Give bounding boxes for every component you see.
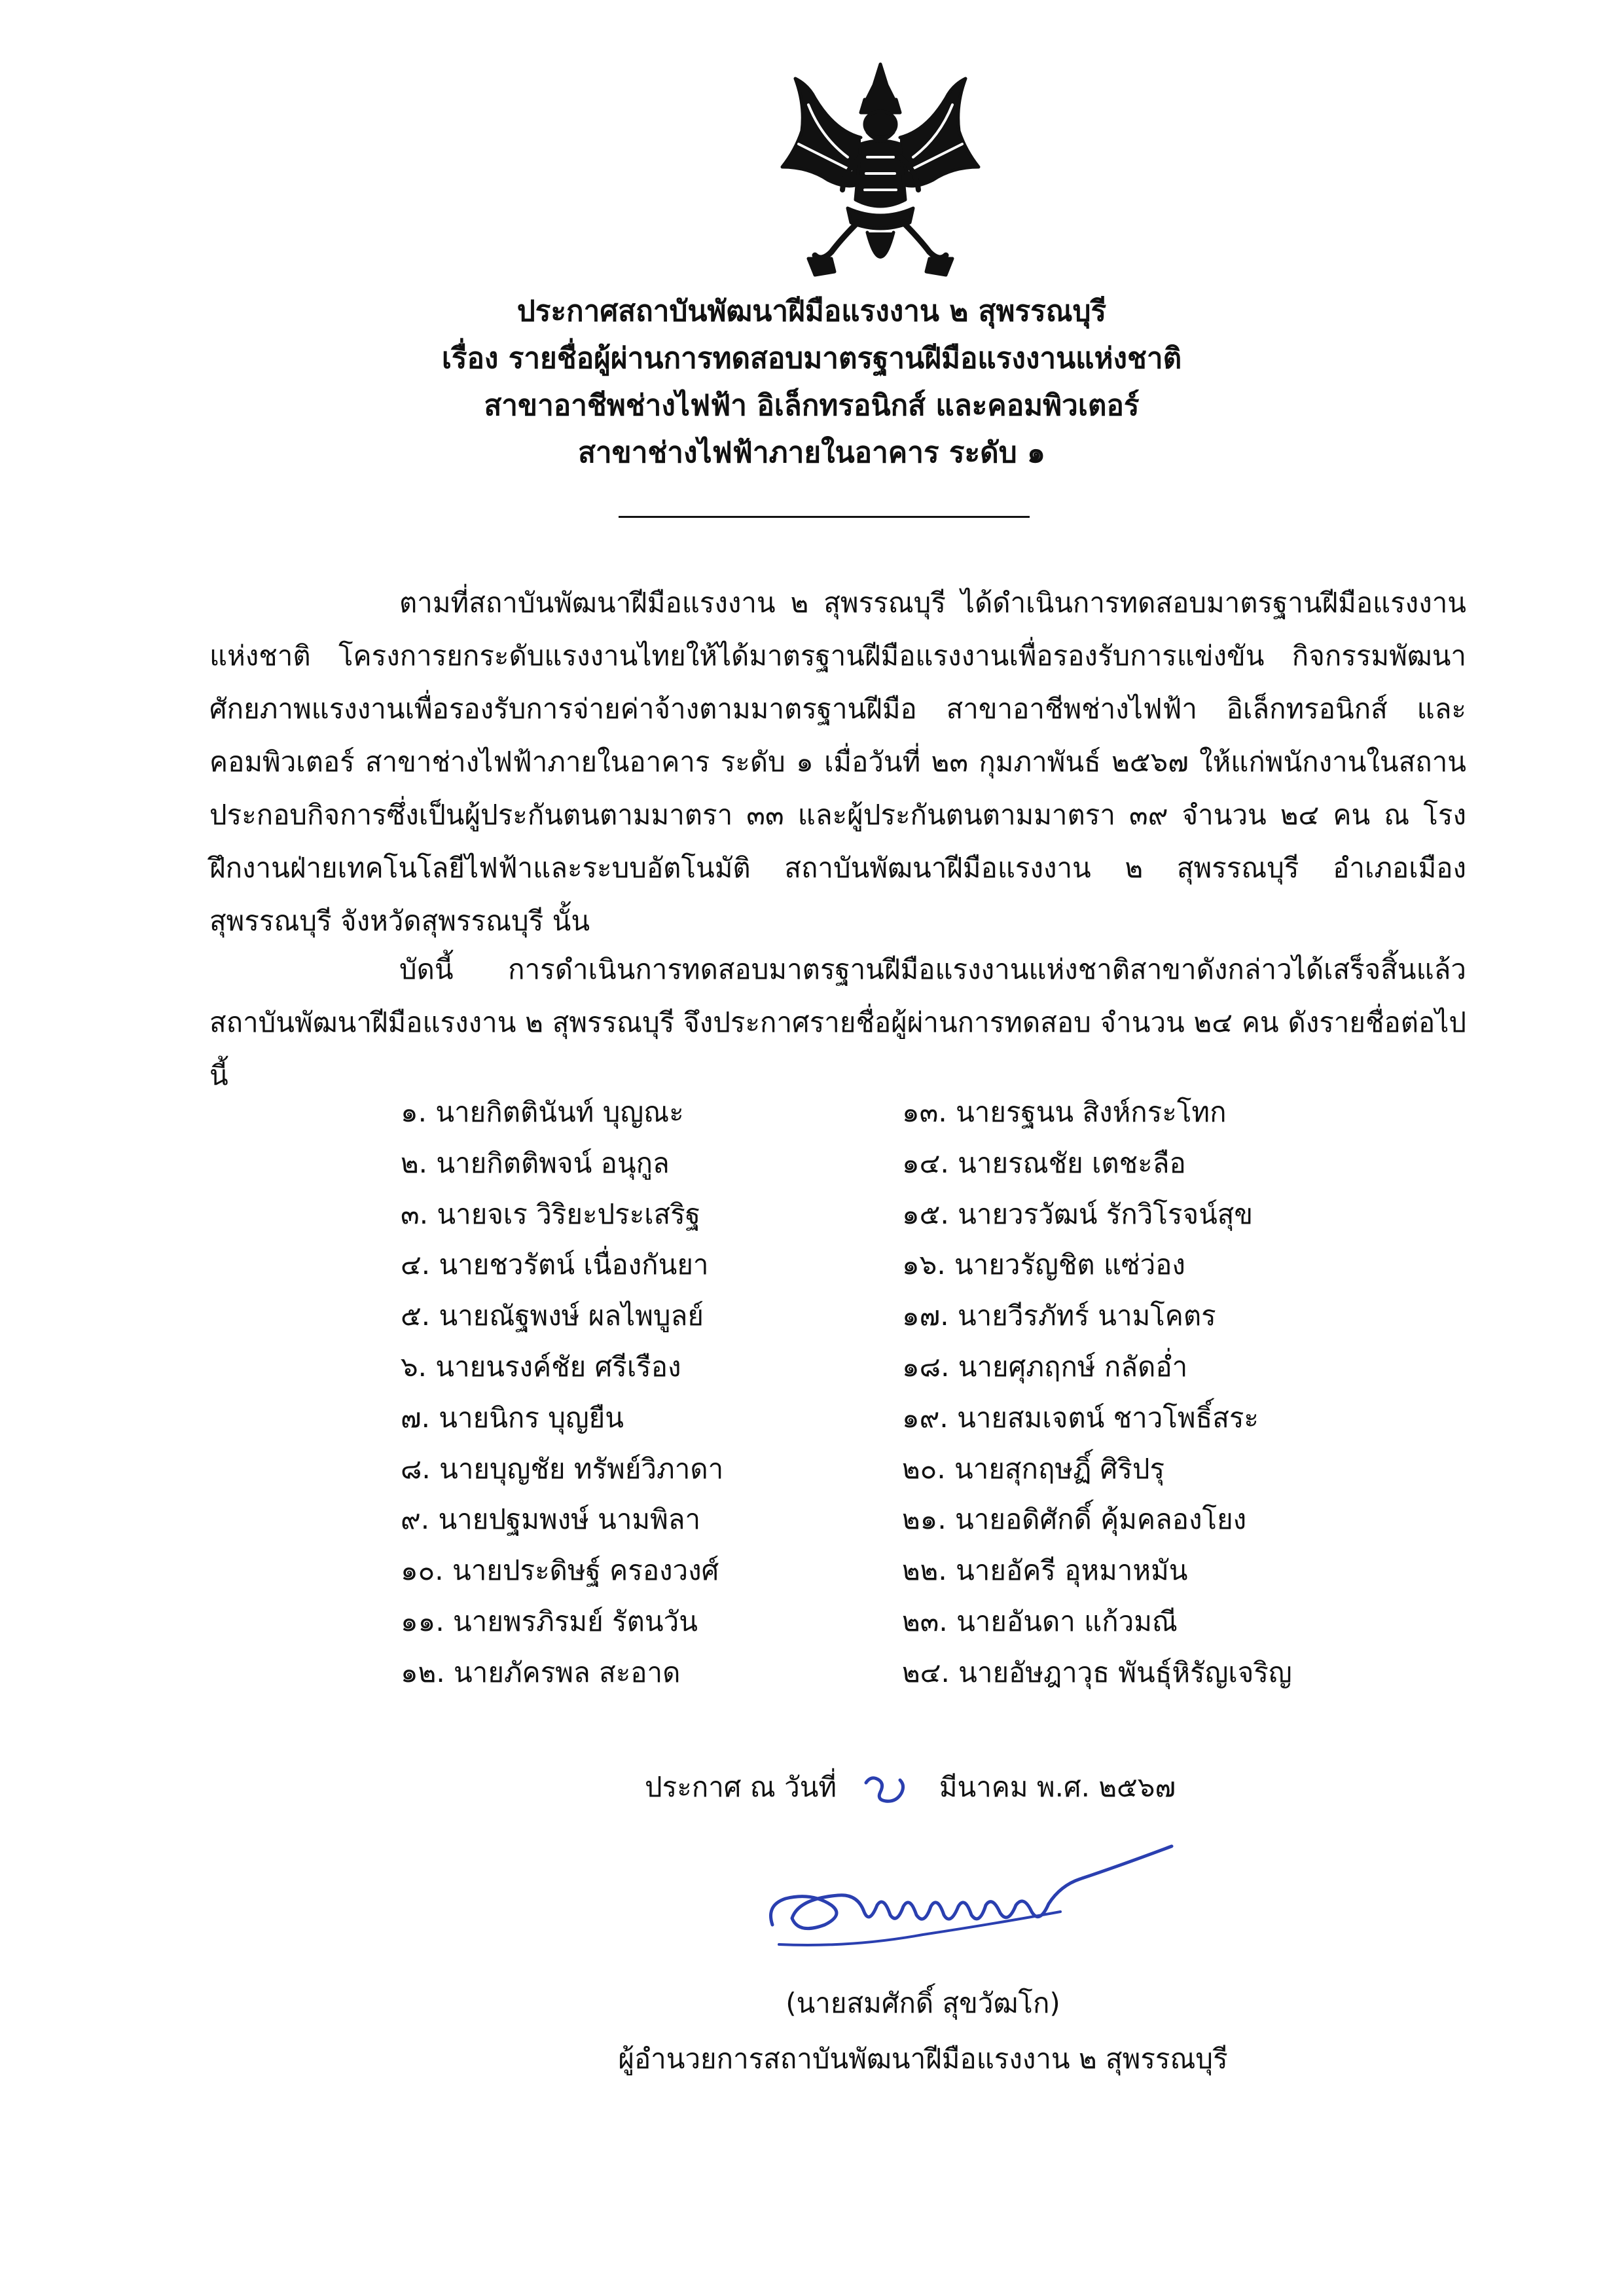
list-item: ๑๗. นายวีรภัทร์ นามโคตร [902, 1300, 1216, 1332]
handwritten-day [845, 1768, 930, 1809]
announce-suffix: มีนาคม พ.ศ. ๒๕๖๗ [939, 1771, 1176, 1803]
list-item: ๕. นายณัฐพงษ์ ผลไพบูลย์ [401, 1300, 704, 1332]
list-item: ๘. นายบุญชัย ทรัพย์วิภาดา [401, 1452, 724, 1485]
body-paragraph-1 [209, 576, 1466, 947]
list-item: ๑๒. นายภัครพล สะอาด [401, 1656, 681, 1688]
announcement-title [196, 288, 1427, 477]
signatory-name: (นายสมศักดิ์ สุขวัฒโก) [785, 1987, 1060, 2019]
title-line-2: เรื่อง รายชื่อผู้ผ่านการทดสอบมาตรฐานฝีมือแรงงานแห่งชาติ [441, 342, 1182, 375]
body-paragraph-2 [209, 943, 1466, 1102]
list-item: ๔. นายชวรัตน์ เนื่องกันยา [401, 1248, 709, 1281]
announce-prefix: ประกาศ ณ วันที่ [645, 1771, 837, 1803]
list-item: ๑๑. นายพรภิรมย์ รัตนวัน [401, 1605, 698, 1637]
list-item: ๑๓. นายรฐนน สิงห์กระโทก [902, 1096, 1227, 1128]
title-line-4: สาขาช่างไฟฟ้าภายในอาคาร ระดับ ๑ [578, 436, 1045, 469]
paragraph-2-text: บัดนี้ การดำเนินการทดสอบมาตรฐานฝีมือแรงงานแห่งชาติสาขาดังกล่าวได้เสร็จสิ้นแล้ว สถาบันพัฒนาฝีมือแรงงาน ๒ สุพรรณบุรี จึงประกาศรายชื่อผู้ผ่านการทดสอบ จำนวน ๒๔ คน ดังรายชื่อต่อไปนี้ [209, 953, 1466, 1091]
list-item: ๑๙. นายสมเจตน์ ชาวโพธิ์สระ [902, 1401, 1259, 1434]
list-item: ๑๕. นายวรวัฒน์ รักวิโรจน์สุข [902, 1197, 1254, 1230]
signatory-position: ผู้อำนวยการสถาบันพัฒนาฝีมือแรงงาน ๒ สุพรรณบุรี [618, 2043, 1228, 2075]
list-item: ๗. นายนิกร บุญยืน [401, 1401, 624, 1434]
list-item: ๒๑. นายอดิศักดิ์ คุ้มคลองโยง [902, 1503, 1247, 1536]
list-item: ๓. นายจเร วิริยะประเสริฐ [401, 1197, 701, 1230]
signature-mark [753, 1833, 1211, 1984]
title-divider [619, 516, 1030, 518]
list-item: ๒๓. นายอันดา แก้วมณี [902, 1605, 1178, 1637]
list-item: ๑. นายกิตตินันท์ บุญณะ [401, 1096, 684, 1128]
list-item: ๑๘. นายศุภฤกษ์ กลัดอ่ำ [902, 1350, 1188, 1383]
title-line-1: ประกาศสถาบันพัฒนาฝีมือแรงงาน ๒ สุพรรณบุรี [516, 295, 1107, 328]
announcement-date [645, 1768, 1176, 1809]
handwritten-day-mark [858, 1770, 917, 1809]
list-item: ๒. นายกิตติพจน์ อนุกูล [401, 1146, 670, 1179]
list-item: ๑๐. นายประดิษฐ์ ครองวงศ์ [401, 1554, 719, 1587]
list-item: ๒๒. นายอัครี อุหมาหมัน [902, 1554, 1188, 1587]
paragraph-1-text: ตามที่สถาบันพัฒนาฝีมือแรงงาน ๒ สุพรรณบุรี ได้ดำเนินการทดสอบมาตรฐานฝีมือแรงงานแห่งชาติ โครงการยกระดับแรงงานไทยให้ได้มาตรฐานฝีมือแรงงานเพื่อรองรับการแข่งขัน กิจกรรมพัฒนาศักยภาพแรงงานเพื่อรองรับการจ่ายค่าจ้างตามมาตรฐานฝีมือ สาขาอาชีพช่างไฟฟ้า อิเล็กทรอนิกส์ และคอมพิวเตอร์ สาขาช่างไฟฟ้าภายในอาคาร ระดับ ๑ เมื่อวันที่ ๒๓ กุมภาพันธ์ ๒๕๖๗ ให้แก่พนักงานในสถานประกอบกิจการซึ่งเป็นผู้ประกันตนตามมาตรา ๓๓ และผู้ประกันตนตามมาตรา ๓๙ จำนวน ๒๔ คน ณ โรงฝึกงานฝ่ายเทคโนโลยีไฟฟ้าและระบบอัตโนมัติ สถาบันพัฒนาฝีมือแรงงาน ๒ สุพรรณบุรี อำเภอเมืองสุพรรณบุรี จังหวัดสุพรรณบุรี นั้น [209, 587, 1466, 937]
list-item: ๒๐. นายสุกฤษฏิ์ ศิริปรุ [902, 1452, 1165, 1485]
garuda-emblem-icon [769, 59, 992, 288]
list-item: ๑๖. นายวรัญชิต แซ่ว่อง [902, 1248, 1185, 1281]
names-list-right [902, 1087, 1292, 1698]
names-list-left [401, 1087, 723, 1698]
title-line-3: สาขาอาชีพช่างไฟฟ้า อิเล็กทรอนิกส์ และคอมพิวเตอร์ [484, 389, 1140, 422]
list-item: ๙. นายปฐมพงษ์ นามพิลา [401, 1503, 701, 1536]
list-item: ๖. นายนรงค์ชัย ศรีเรือง [401, 1350, 681, 1383]
list-item: ๑๔. นายรณชัย เตชะลือ [902, 1146, 1186, 1179]
list-item: ๒๔. นายอัษฎาวุธ พันธุ์หิรัญเจริญ [902, 1656, 1292, 1688]
